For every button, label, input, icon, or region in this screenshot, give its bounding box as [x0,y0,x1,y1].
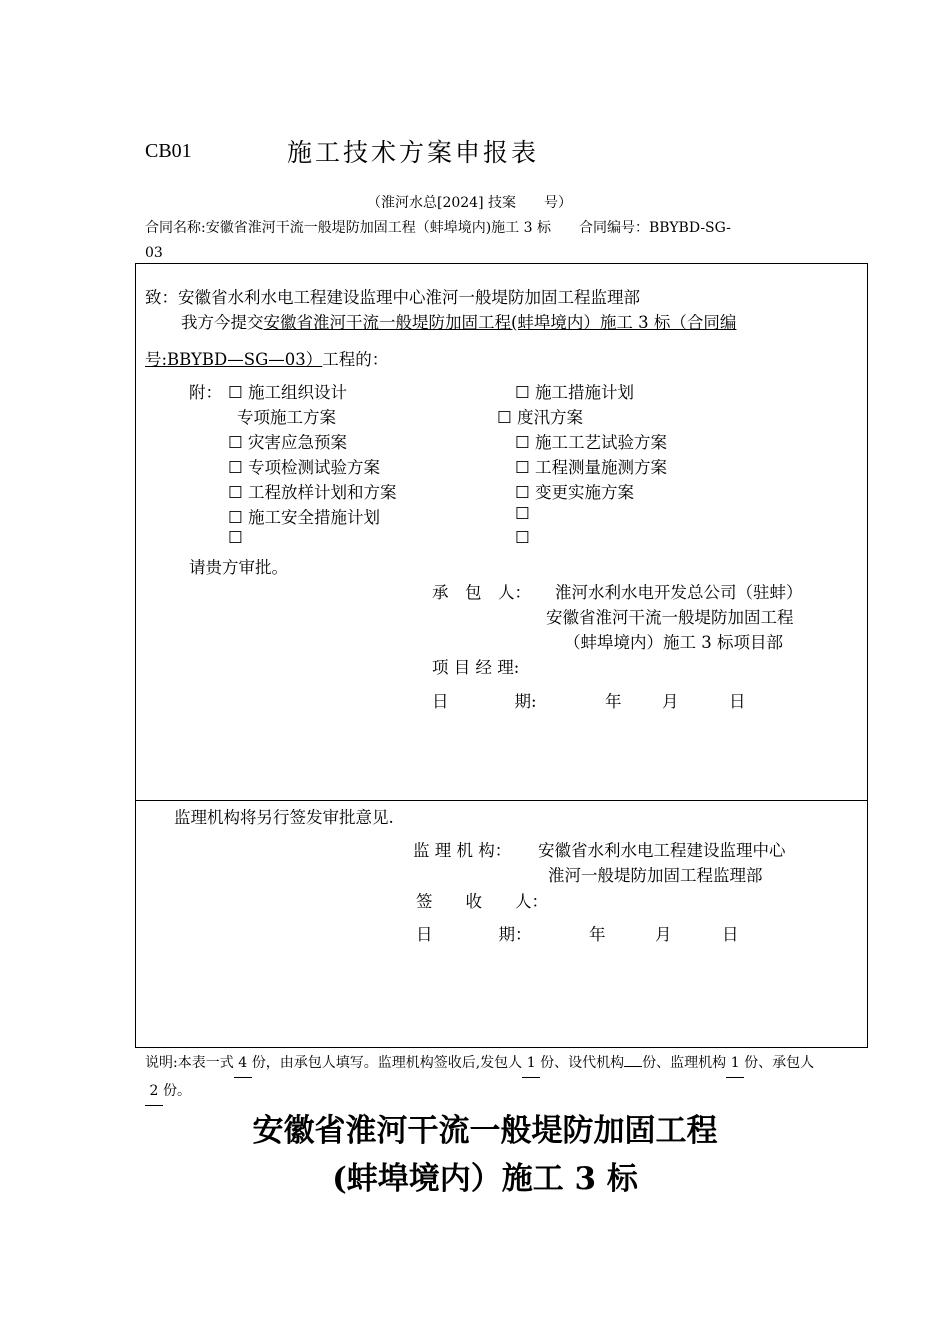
checkbox-icon[interactable]: ☐ [228,383,243,402]
checkbox-icon[interactable]: ☐ [515,433,530,452]
project-name: 安徽省淮河干流一般堤防加固工程(蚌埠境内）施工 3 标（合同编 [263,313,737,332]
note-text: 份。 [163,1083,191,1099]
checkbox-icon[interactable]: ☐ [228,433,243,452]
submission-statement-cont [145,346,388,370]
signer-label: 签 收 人： [416,892,548,911]
distribution-note [145,1050,825,1106]
item-label: 施工措施计划 [535,383,635,402]
attachment-item[interactable] [515,379,634,403]
contractor-label: 承 包 人： [432,583,531,602]
attachment-item[interactable] [515,504,530,523]
copies-total: 4 [234,1050,252,1078]
checkbox-icon[interactable]: ☐ [228,458,243,477]
note-text: 份、设代机构 [540,1055,625,1071]
copies-owner: 1 [522,1050,540,1078]
project-manager-label: 项 目 经 理: [432,658,520,677]
submission-statement [181,309,736,333]
note-text: 说明:本表一式 [145,1055,234,1071]
attachment-item[interactable] [515,479,634,503]
company-title-1: 安徽省淮河干流一般堤防加固工程 [252,1113,718,1149]
contractor-name-3: （蚌埠境内）施工 3 标项目部 [564,633,783,652]
checkbox-icon[interactable]: ☐ [228,483,243,502]
supervision-section [135,800,868,1048]
attachments-label: 附： [189,383,222,402]
contract-line-1: 合同名称:安徽省淮河干流一般堤防加固工程（蚌埠境内)施工 3 标 合同编号：BBYBD-SG- [145,220,731,236]
submission-section [135,263,868,801]
item-label: 工程放样计划和方案 [248,483,397,502]
attachment-item[interactable] [228,379,347,403]
item-label: 专项检测试验方案 [248,458,381,477]
supervisor-name: 安徽省水利水电工程建设监理中心 [538,841,786,860]
submit-suffix: 工程的： [322,350,389,369]
company-title-2: (蚌埠境内）施工 3 标 [332,1161,638,1197]
checkbox-icon[interactable]: ☐ [515,483,530,502]
contractor-name-2: 安徽省淮河干流一般堤防加固工程 [546,608,794,627]
date-label: 日 期: [432,692,537,711]
attachment-item[interactable] [228,454,380,478]
submit-prefix: 我方今提交 [181,313,264,332]
date-month: 月 [655,925,672,944]
date-day: 日 [722,925,739,944]
copies-supervisor: 1 [726,1050,744,1078]
supervision-statement: 监理机构将另行签发审批意见. [174,808,394,827]
attachment-item[interactable] [515,528,530,547]
attachment-item[interactable] [515,454,667,478]
item-label: 变更实施方案 [535,483,635,502]
item-label: 度汛方案 [517,408,584,427]
supervisor-label: 监 理 机 构： [413,841,512,860]
form-title: 施工技术方案申报表 [287,138,540,167]
document-number: （淮河水总[2024] 技案 号） [367,195,573,211]
checkbox-icon[interactable]: ☐ [228,528,243,547]
checkbox-icon[interactable]: ☐ [497,408,512,427]
note-text: 份、监理机构 [642,1055,727,1071]
approval-request: 请贵方审批。 [189,558,288,577]
checkbox-icon[interactable]: ☐ [515,528,530,547]
checkbox-icon[interactable]: ☐ [515,383,530,402]
contract-line-2: 03 [145,245,163,261]
item-label: 专项施工方案 [237,408,336,427]
date-month: 月 [662,692,679,711]
item-label: 施工安全措施计划 [248,508,381,527]
attachment-item[interactable] [228,429,347,453]
item-label: 施工组织设计 [248,383,348,402]
addressee: 致：安徽省水利水电工程建设监理中心淮河一般堤防加固工程监理部 [145,288,640,307]
item-label: 施工工艺试验方案 [535,433,668,452]
attachment-item [237,404,336,428]
date-year: 年 [589,925,606,944]
contract-number: 号:BBYBD—SG—03） [145,350,323,369]
checkbox-icon[interactable]: ☐ [228,508,243,527]
date-day: 日 [729,692,746,711]
date-year: 年 [605,692,622,711]
form-code: CB01 [145,140,192,162]
attachment-item[interactable] [515,429,667,453]
copies-contractor: 2 [145,1078,163,1106]
attachment-item[interactable] [228,504,380,528]
copies-design [624,1066,642,1067]
checkbox-icon[interactable]: ☐ [515,504,530,523]
note-text: 份、承包人 [744,1055,815,1071]
item-label: 灾害应急预案 [248,433,348,452]
supervisor-name-2: 淮河一般堤防加固工程监理部 [548,866,763,885]
item-label: 工程测量施测方案 [535,458,668,477]
checkbox-icon[interactable]: ☐ [515,458,530,477]
attachment-item[interactable] [228,528,243,547]
date-label: 日 期： [416,925,532,944]
contract-info [145,216,825,266]
contractor-name: 淮河水利水电开发总公司（驻蚌） [555,583,803,602]
attachment-item[interactable] [497,404,583,428]
attachment-item[interactable] [228,479,397,503]
note-text: 份，由承包人填写。监理机构签收后,发包人 [251,1055,523,1071]
